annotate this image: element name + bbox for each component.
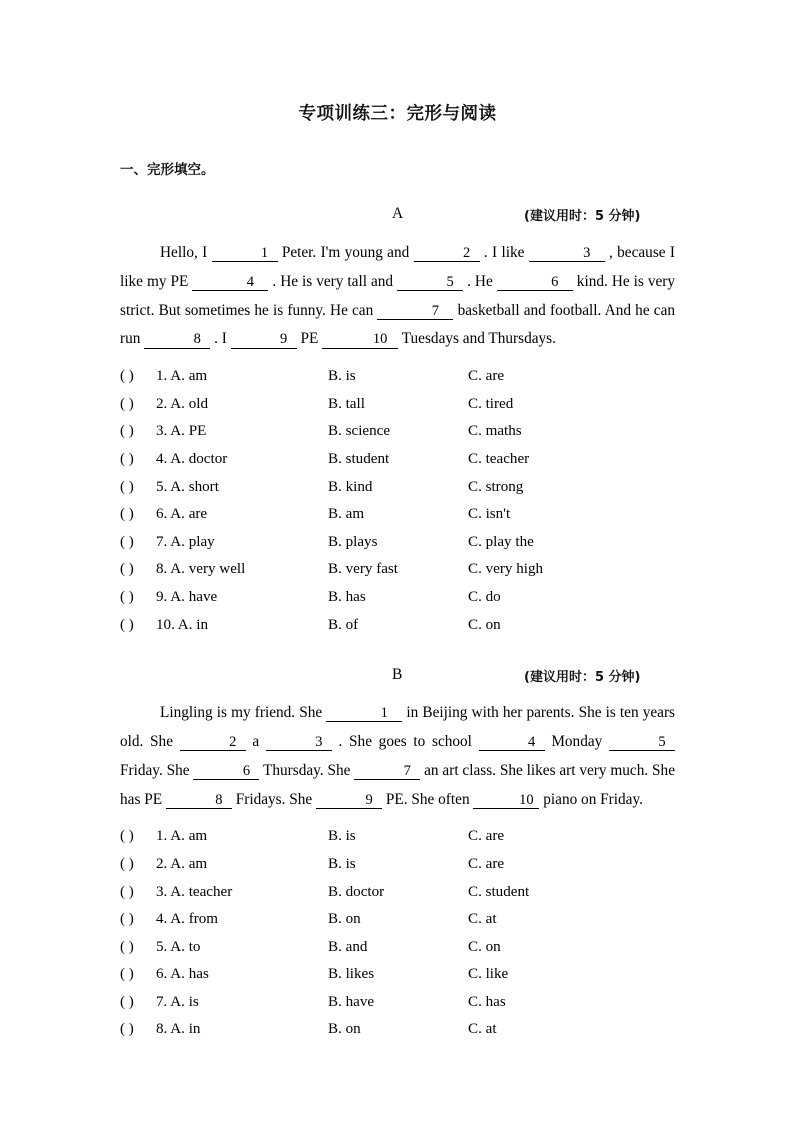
cloze-blank[interactable]: 7 xyxy=(377,304,453,320)
passage-b xyxy=(120,699,675,814)
option-b[interactable]: B. likes xyxy=(328,966,375,983)
answer-bracket[interactable]: ( ) xyxy=(120,616,134,633)
option-c[interactable]: C. on xyxy=(468,938,501,955)
option-b[interactable]: B. student xyxy=(328,450,390,467)
answer-bracket[interactable]: ( ) xyxy=(120,450,134,467)
cloze-blank[interactable]: 7 xyxy=(354,764,420,780)
answer-bracket[interactable]: ( ) xyxy=(120,828,134,845)
option-c[interactable]: C. on xyxy=(468,616,501,633)
passage-text-run: . I like xyxy=(483,244,525,261)
passage-text-run: a xyxy=(252,732,260,750)
answer-bracket[interactable]: ( ) xyxy=(120,938,134,955)
part-time-note-a: (建议用时：5 分钟) xyxy=(524,209,641,224)
option-b[interactable]: B. very fast xyxy=(328,561,399,578)
option-a[interactable]: 6. A. are xyxy=(156,506,208,523)
part-letter-a: A xyxy=(392,205,404,222)
option-a[interactable]: 4. A. from xyxy=(156,911,219,928)
cloze-blank[interactable]: 6 xyxy=(497,275,573,291)
passage-text-run: Fridays. She xyxy=(235,790,313,808)
answer-bracket[interactable]: ( ) xyxy=(120,423,134,440)
passage-text-run: PE xyxy=(300,330,319,348)
passage-text-run: Lingling is my friend. She xyxy=(160,704,323,722)
answer-bracket[interactable]: ( ) xyxy=(120,883,134,900)
option-b[interactable]: B. of xyxy=(328,616,359,633)
question-row xyxy=(120,529,675,557)
option-a[interactable]: 6. A. has xyxy=(156,966,209,983)
option-a[interactable]: 7. A. play xyxy=(156,533,215,550)
option-a[interactable]: 1. A. am xyxy=(156,828,208,845)
option-c[interactable]: C. are xyxy=(468,828,505,845)
cloze-blank[interactable]: 4 xyxy=(479,735,545,751)
passage-text-run: PE. She often xyxy=(385,790,470,808)
option-a[interactable]: 7. A. is xyxy=(156,993,199,1010)
passage-text-run: Peter. I'm young and xyxy=(281,244,410,261)
section-heading-cloze: 一、完形填空。 xyxy=(120,162,215,178)
option-b[interactable]: B. is xyxy=(328,828,356,845)
passage-text-run: Monday xyxy=(551,732,603,750)
question-row xyxy=(120,446,675,474)
part-time-note-b: (建议用时：5 分钟) xyxy=(524,670,641,686)
answer-bracket[interactable]: ( ) xyxy=(120,993,134,1010)
option-b[interactable]: B. am xyxy=(328,506,365,523)
part-letter-b: B xyxy=(392,666,403,684)
question-list-b xyxy=(120,823,675,1044)
option-c[interactable]: C. strong xyxy=(468,478,524,495)
option-b[interactable]: B. doctor xyxy=(328,883,385,900)
option-c[interactable]: C. like xyxy=(468,966,509,983)
option-a[interactable]: 3. A. teacher xyxy=(156,883,233,900)
option-c[interactable]: C. at xyxy=(468,911,497,928)
passage-text-run: basketball and football. And he can run xyxy=(120,301,676,348)
cloze-blank[interactable]: 2 xyxy=(180,735,246,751)
cloze-blank[interactable]: 10 xyxy=(322,332,398,348)
question-row xyxy=(120,501,675,529)
option-a[interactable]: 9. A. have xyxy=(156,588,218,605)
option-c[interactable]: C. teacher xyxy=(468,450,530,467)
answer-bracket[interactable]: ( ) xyxy=(120,533,134,550)
option-a[interactable]: 5. A. to xyxy=(156,938,201,955)
passage-a-text xyxy=(120,239,675,354)
option-a[interactable]: 3. A. PE xyxy=(156,423,207,440)
option-c[interactable]: C. are xyxy=(468,855,505,872)
question-row xyxy=(120,906,675,934)
passage-text-run: Friday. She xyxy=(120,761,190,779)
option-b[interactable]: B. on xyxy=(328,1021,361,1038)
cloze-blank[interactable]: 1 xyxy=(212,246,278,262)
question-row xyxy=(120,391,675,419)
question-row xyxy=(120,961,675,989)
passage-a xyxy=(120,239,675,354)
option-c[interactable]: C. play the xyxy=(468,533,534,550)
passage-b-text xyxy=(120,699,675,814)
part-header-b xyxy=(120,666,675,686)
passage-text-run: an art class. She likes art very much. She has PE xyxy=(120,761,675,808)
passage-text-run: . She goes to school xyxy=(338,732,472,750)
page-title: 专项训练三：完形与阅读 xyxy=(298,104,497,124)
option-a[interactable]: 4. A. doctor xyxy=(156,450,228,467)
cloze-blank[interactable]: 8 xyxy=(144,332,210,348)
option-c[interactable]: C. isn't xyxy=(468,506,511,523)
answer-bracket[interactable]: ( ) xyxy=(120,368,134,385)
option-c[interactable]: C. student xyxy=(468,883,530,900)
answer-bracket[interactable]: ( ) xyxy=(120,506,134,523)
passage-text-run: . He is very tall and xyxy=(272,272,394,290)
question-row xyxy=(120,363,675,391)
answer-bracket[interactable]: ( ) xyxy=(120,588,134,605)
passage-text-run: in Beijing with her parents. She is ten years old. She xyxy=(120,704,675,750)
option-a[interactable]: 2. A. old xyxy=(156,395,208,412)
cloze-blank[interactable]: 9 xyxy=(316,793,382,809)
passage-text-run: Hello, I xyxy=(160,244,208,261)
cloze-blank[interactable]: 5 xyxy=(609,735,675,751)
option-b[interactable]: B. is xyxy=(328,368,356,385)
option-c[interactable]: C. maths xyxy=(468,423,522,440)
option-b[interactable]: B. and xyxy=(328,938,368,955)
option-c[interactable]: C. very high xyxy=(468,561,544,578)
answer-bracket[interactable]: ( ) xyxy=(120,561,134,578)
part-header-a xyxy=(120,205,675,225)
option-b[interactable]: B. kind xyxy=(328,478,373,495)
question-row xyxy=(120,612,675,640)
answer-bracket[interactable]: ( ) xyxy=(120,478,134,495)
question-row xyxy=(120,934,675,962)
option-a[interactable]: 2. A. am xyxy=(156,855,208,872)
option-c[interactable]: C. are xyxy=(468,368,505,385)
passage-text-run: Thursday. She xyxy=(263,761,351,779)
passage-text-run: kind. He is very strict. But sometimes he is funny. He can xyxy=(120,272,676,319)
passage-text-run: . I xyxy=(214,330,227,348)
passage-text-run: , because I like my PE xyxy=(120,244,675,290)
answer-bracket[interactable]: ( ) xyxy=(120,855,134,872)
option-a[interactable]: 1. A. am xyxy=(156,368,208,385)
option-b[interactable]: B. tall xyxy=(328,395,365,412)
option-b[interactable]: B. plays xyxy=(328,533,378,550)
question-row xyxy=(120,823,675,851)
option-a[interactable]: 5. A. short xyxy=(156,478,219,495)
passage-text-run: piano on Friday. xyxy=(543,790,643,808)
question-row xyxy=(120,418,675,446)
cloze-blank[interactable]: 5 xyxy=(397,275,463,291)
answer-bracket[interactable]: ( ) xyxy=(120,911,134,928)
option-c[interactable]: C. tired xyxy=(468,395,514,412)
option-b[interactable]: B. is xyxy=(328,855,356,872)
question-list-a xyxy=(120,363,675,639)
question-row xyxy=(120,879,675,907)
passage-text-run: . He xyxy=(467,272,493,290)
question-row xyxy=(120,851,675,879)
cloze-blank[interactable]: 3 xyxy=(529,246,605,262)
question-row xyxy=(120,556,675,584)
cloze-blank[interactable]: 10 xyxy=(473,793,539,809)
option-c[interactable]: C. do xyxy=(468,588,501,605)
passage-text-run: Tuesdays and Thursdays. xyxy=(401,330,556,348)
answer-bracket[interactable]: ( ) xyxy=(120,395,134,412)
cloze-blank[interactable]: 4 xyxy=(192,275,268,291)
cloze-blank[interactable]: 8 xyxy=(166,793,232,809)
option-c[interactable]: C. has xyxy=(468,993,506,1010)
option-a[interactable]: 10. A. in xyxy=(156,616,208,633)
cloze-blank[interactable]: 9 xyxy=(231,332,297,348)
cloze-blank[interactable]: 3 xyxy=(266,735,332,751)
option-b[interactable]: B. on xyxy=(328,911,361,928)
question-row xyxy=(120,989,675,1017)
option-b[interactable]: B. science xyxy=(328,423,391,440)
answer-bracket[interactable]: ( ) xyxy=(120,1021,134,1038)
option-b[interactable]: B. has xyxy=(328,588,366,605)
option-a[interactable]: 8. A. very well xyxy=(156,561,246,578)
option-a[interactable]: 8. A. in xyxy=(156,1021,201,1038)
question-row xyxy=(120,1016,675,1044)
option-c[interactable]: C. at xyxy=(468,1021,497,1038)
option-b[interactable]: B. have xyxy=(328,993,375,1010)
cloze-blank[interactable]: 1 xyxy=(326,706,402,722)
answer-bracket[interactable]: ( ) xyxy=(120,966,134,983)
cloze-blank[interactable]: 6 xyxy=(193,764,259,780)
question-row xyxy=(120,474,675,502)
question-row xyxy=(120,584,675,612)
cloze-blank[interactable]: 2 xyxy=(414,246,480,262)
